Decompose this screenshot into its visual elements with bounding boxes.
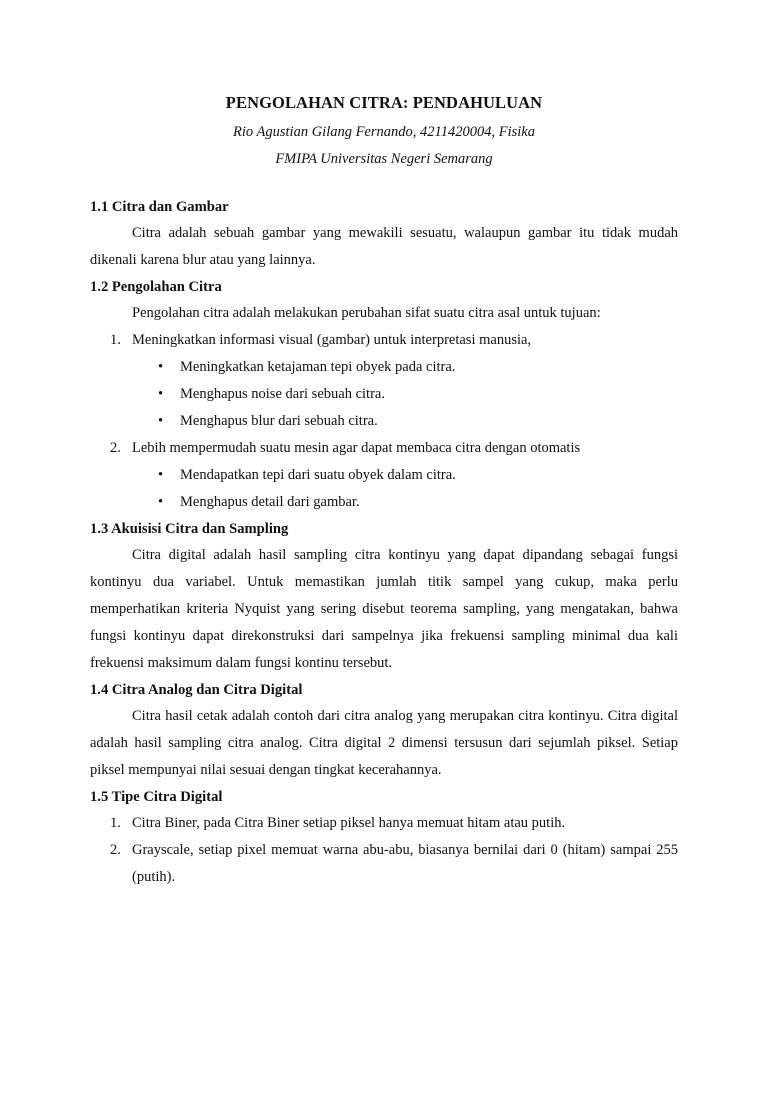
sub-list-item-text: Mendapatkan tepi dari suatu obyek dalam citra. bbox=[180, 467, 456, 483]
section-heading-1-3: 1.3 Akuisisi Citra dan Sampling bbox=[90, 521, 289, 537]
section-1-2-list-cont bbox=[90, 435, 678, 462]
list-number: 1. bbox=[110, 332, 121, 348]
section-1-1-paragraph: Citra adalah sebuah gambar yang mewakili sesuatu, walaupun gambar itu tidak mudah dikenali karena blur atau yang lainnya. bbox=[90, 225, 678, 268]
bullet-icon: • bbox=[158, 386, 164, 402]
author-line: Rio Agustian Gilang Fernando, 4211420004, Fisika bbox=[233, 124, 535, 140]
sub-list-item bbox=[90, 354, 678, 381]
list-item bbox=[90, 837, 678, 891]
sub-list-item bbox=[90, 381, 678, 408]
sub-list-item bbox=[90, 489, 678, 516]
section-1-3-paragraph: Citra digital adalah hasil sampling citra kontinyu yang dapat dipandang sebagai fungsi kontinyu dua variabel. Untuk memastikan jumlah titik sampel yang cukup, maka perlu memperhatikan kriteria Nyquist yang sering disebut teorema sampling, yang mengatakan, bahwa fungsi kontinyu dapat direkonstruksi dari sampelnya jika frekuensi sampling minimal dua kali frekuensi maksimum dalam fungsi kontinu tersebut. bbox=[90, 547, 678, 671]
list-number: 2. bbox=[110, 842, 121, 858]
section-heading-1-1: 1.1 Citra dan Gambar bbox=[90, 199, 229, 215]
list-number: 1. bbox=[110, 815, 121, 831]
list-item-text: Grayscale, setiap pixel memuat warna abu-abu, biasanya bernilai dari 0 (hitam) sampai 255 (putih). bbox=[132, 842, 678, 885]
list-item bbox=[90, 435, 678, 462]
sub-list-2 bbox=[90, 462, 678, 516]
section-1-4-paragraph: Citra hasil cetak adalah contoh dari citra analog yang merupakan citra kontinyu. Citra digital adalah hasil sampling citra analog. Citra digital 2 dimensi tersusun dari sejumlah piksel. Setiap piksel mempunyai nilai sesuai dengan tingkat kecerahannya. bbox=[90, 708, 678, 778]
sub-list-item bbox=[90, 408, 678, 435]
bullet-icon: • bbox=[158, 467, 164, 483]
sub-list-1 bbox=[90, 354, 678, 435]
section-1-2-list bbox=[90, 327, 678, 354]
list-item bbox=[90, 810, 678, 837]
list-number: 2. bbox=[110, 440, 121, 456]
sub-list-item-text: Menghapus detail dari gambar. bbox=[180, 494, 360, 510]
section-heading-1-2: 1.2 Pengolahan Citra bbox=[90, 279, 222, 295]
section-heading-1-5: 1.5 Tipe Citra Digital bbox=[90, 789, 223, 805]
document-page bbox=[0, 92, 768, 1116]
list-item bbox=[90, 327, 678, 354]
sub-list-item bbox=[90, 462, 678, 489]
affiliation-line: FMIPA Universitas Negeri Semarang bbox=[275, 151, 493, 167]
section-1-2-intro: Pengolahan citra adalah melakukan perubahan sifat suatu citra asal untuk tujuan: bbox=[132, 305, 601, 321]
list-item-text: Citra Biner, pada Citra Biner setiap piksel hanya memuat hitam atau putih. bbox=[132, 815, 566, 831]
bullet-icon: • bbox=[158, 494, 164, 510]
sub-list-item-text: Menghapus blur dari sebuah citra. bbox=[180, 413, 378, 429]
sub-list-item-text: Menghapus noise dari sebuah citra. bbox=[180, 386, 385, 402]
list-item-text: Lebih mempermudah suatu mesin agar dapat membaca citra dengan otomatis bbox=[132, 440, 581, 456]
list-item-text: Meningkatkan informasi visual (gambar) untuk interpretasi manusia, bbox=[132, 332, 532, 348]
sub-list-item-text: Meningkatkan ketajaman tepi obyek pada citra. bbox=[180, 359, 456, 375]
bullet-icon: • bbox=[158, 359, 164, 375]
section-1-5-list bbox=[90, 810, 678, 891]
document-title: PENGOLAHAN CITRA: PENDAHULUAN bbox=[225, 93, 543, 112]
bullet-icon: • bbox=[158, 413, 164, 429]
section-heading-1-4: 1.4 Citra Analog dan Citra Digital bbox=[90, 682, 303, 698]
